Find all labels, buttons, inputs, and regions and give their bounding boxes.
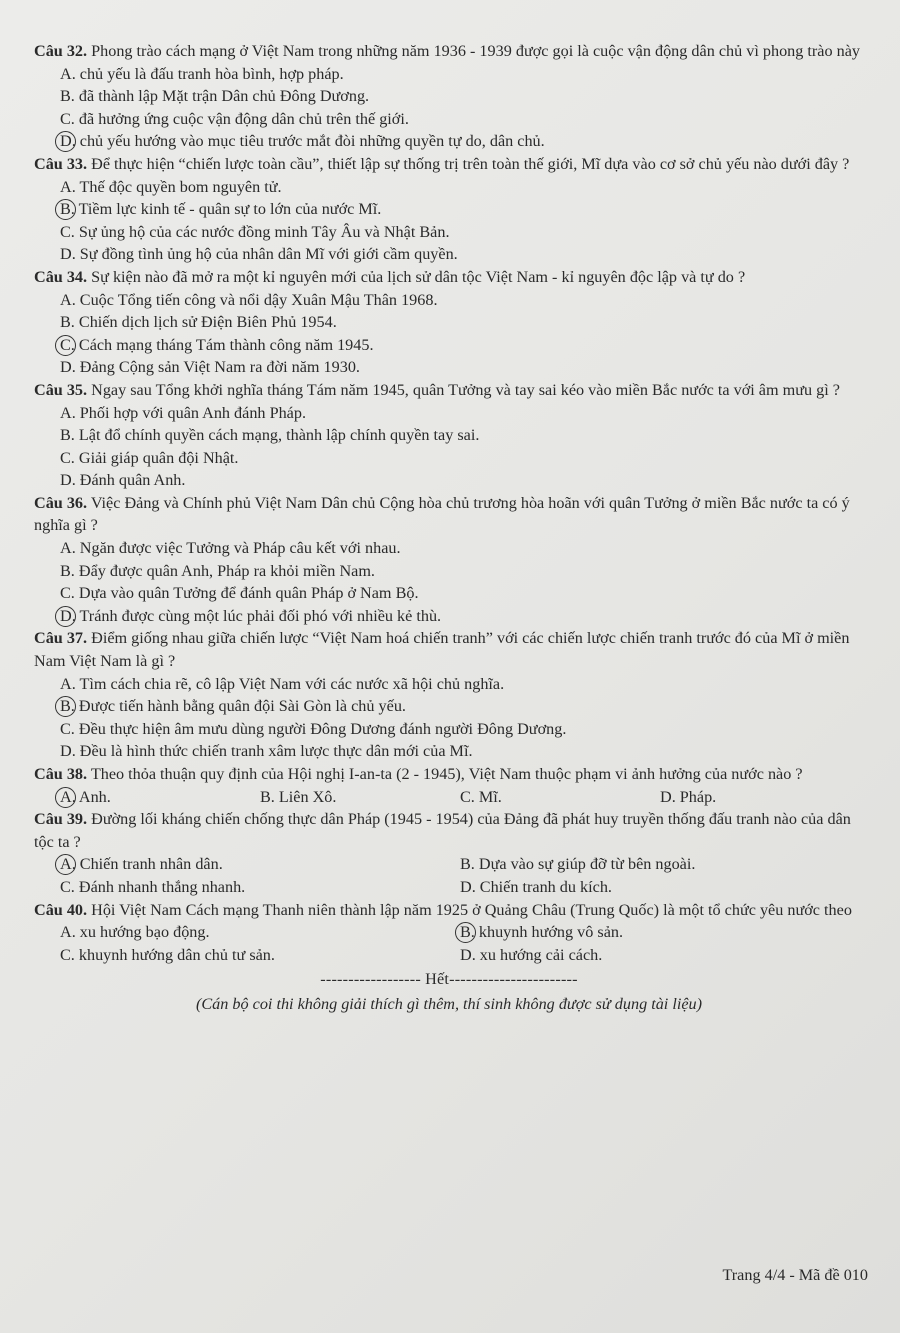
option-b: B. Dựa vào sự giúp đỡ từ bên ngoài. bbox=[460, 855, 696, 874]
option-c: C. Giải giáp quân đội Nhật. bbox=[60, 448, 239, 467]
option-a-circled: A. Anh. bbox=[60, 786, 260, 809]
option-b: B. Liên Xô. bbox=[260, 787, 337, 806]
option-b-circled: B. khuynh hướng vô sản. bbox=[460, 921, 860, 944]
option-b-circled: B. Được tiến hành bằng quân đội Sài Gòn là chủ yếu. bbox=[60, 695, 864, 718]
options-row bbox=[60, 876, 864, 899]
option-b: B. đã thành lập Mặt trận Dân chủ Đông Dương. bbox=[60, 87, 370, 106]
question-stem: Phong trào cách mạng ở Việt Nam trong những năm 1936 - 1939 được gọi là cuộc vận động dân chủ vì phong trào này bbox=[87, 42, 860, 60]
question-40 bbox=[34, 899, 864, 967]
question-stem: Để thực hiện “chiến lược toàn cầu”, thiết lập sự thống trị trên toàn thế giới, Mĩ dựa vào cơ sở chủ yếu nào dưới đây ? bbox=[87, 154, 850, 173]
option-a: A. Ngăn được việc Tưởng và Pháp câu kết với nhau. bbox=[60, 539, 401, 558]
question-32 bbox=[34, 40, 864, 153]
options-row bbox=[60, 944, 864, 967]
option-a: A. Thế độc quyền bom nguyên tử. bbox=[60, 177, 282, 196]
proctor-note: (Cán bộ coi thi không giải thích gì thêm, thí sinh không được sử dụng tài liệu) bbox=[195, 994, 703, 1013]
question-label: Câu 33. bbox=[34, 154, 88, 173]
question-37 bbox=[34, 627, 864, 763]
page-footer: Trang 4/4 - Mã đề 010 bbox=[722, 1266, 868, 1284]
question-stem: Điểm giống nhau giữa chiến lược “Việt Nam hoá chiến tranh” với các chiến lược chiến tranh trước đó của Mĩ ở miền Nam Việt Nam là gì ? bbox=[34, 629, 850, 671]
option-a-circled: A. Chiến tranh nhân dân. bbox=[60, 853, 460, 876]
question-label: Câu 36. bbox=[34, 493, 88, 512]
option-c: C. Đánh nhanh thắng nhanh. bbox=[60, 877, 246, 896]
question-label: Câu 37. bbox=[34, 629, 88, 648]
question-38 bbox=[34, 763, 864, 808]
option-d: D. Pháp. bbox=[660, 787, 717, 806]
option-d-circled: D. chủ yếu hướng vào mục tiêu trước mắt đòi những quyền tự do, dân chủ. bbox=[60, 130, 864, 153]
option-d: D. Đảng Cộng sản Việt Nam ra đời năm 1930. bbox=[60, 358, 360, 377]
option-c: C. Sự ủng hộ của các nước đồng minh Tây Âu và Nhật Bản. bbox=[60, 222, 450, 241]
option-b-circled: B. Tiềm lực kinh tế - quân sự to lớn của nước Mĩ. bbox=[60, 198, 864, 221]
option-b: B. Đẩy được quân Anh, Pháp ra khỏi miền Nam. bbox=[60, 561, 375, 580]
question-stem: Việc Đảng và Chính phủ Việt Nam Dân chủ Cộng hòa chủ trương hòa hoãn với quân Tưởng ở miền Bắc nước ta có ý nghĩa gì ? bbox=[34, 493, 850, 535]
option-c: C. Đều thực hiện âm mưu dùng người Đông Dương đánh người Đông Dương. bbox=[60, 719, 567, 738]
option-d: D. Đều là hình thức chiến tranh xâm lược thực dân mới của Mĩ. bbox=[60, 742, 473, 761]
end-marker: ------------------ Hết----------------------- bbox=[320, 970, 578, 989]
question-label: Câu 32. bbox=[34, 42, 88, 60]
option-d: D. Sự đồng tình ủng hộ của nhân dân Mĩ với giới cầm quyền. bbox=[60, 245, 458, 264]
option-c: C. khuynh hướng dân chủ tư sản. bbox=[60, 945, 275, 964]
question-34 bbox=[34, 266, 864, 379]
option-d: D. Chiến tranh du kích. bbox=[460, 877, 612, 896]
options-row bbox=[60, 921, 864, 944]
option-a: A. xu hướng bạo động. bbox=[60, 923, 210, 942]
option-d-circled: D. Tránh được cùng một lúc phải đối phó với nhiều kẻ thù. bbox=[60, 605, 864, 628]
option-c-circled: C. Cách mạng tháng Tám thành công năm 1945. bbox=[60, 334, 864, 357]
question-label: Câu 38. bbox=[34, 765, 88, 783]
option-c: C. đã hưởng ứng cuộc vận động dân chủ trên thế giới. bbox=[60, 109, 409, 128]
option-a: A. Cuộc Tổng tiến công và nổi dậy Xuân Mậu Thân 1968. bbox=[60, 290, 438, 309]
question-stem: Đường lối kháng chiến chống thực dân Pháp (1945 - 1954) của Đảng đã phát huy truyền thống đấu tranh nào của dân tộc ta ? bbox=[34, 810, 851, 851]
question-stem: Theo thỏa thuận quy định của Hội nghị I-an-ta (2 - 1945), Việt Nam thuộc phạm vi ảnh hưởng của nước nào ? bbox=[87, 765, 803, 783]
question-label: Câu 35. bbox=[34, 380, 88, 399]
option-c: C. Mĩ. bbox=[460, 787, 502, 806]
question-label: Câu 40. bbox=[34, 900, 88, 919]
option-d: D. Đánh quân Anh. bbox=[60, 471, 186, 490]
option-a: A. Tìm cách chia rẽ, cô lập Việt Nam với các nước xã hội chủ nghĩa. bbox=[60, 674, 505, 693]
question-stem: Ngay sau Tổng khởi nghĩa tháng Tám năm 1945, quân Tưởng và tay sai kéo vào miền Bắc nước ta với âm mưu gì ? bbox=[87, 380, 840, 399]
option-b: B. Chiến dịch lịch sử Điện Biên Phủ 1954. bbox=[60, 313, 337, 332]
options-row bbox=[60, 853, 864, 876]
option-c: C. Dựa vào quân Tưởng để đánh quân Pháp ở Nam Bộ. bbox=[60, 584, 419, 603]
option-a: A. chủ yếu là đấu tranh hòa bình, hợp pháp. bbox=[60, 64, 344, 83]
question-label: Câu 39. bbox=[34, 810, 88, 829]
question-36 bbox=[34, 492, 864, 628]
question-stem: Hội Việt Nam Cách mạng Thanh niên thành lập năm 1925 ở Quảng Châu (Trung Quốc) là một tổ chức yêu nước theo bbox=[87, 900, 852, 919]
option-b: B. Lật đổ chính quyền cách mạng, thành lập chính quyền tay sai. bbox=[60, 426, 480, 445]
question-label: Câu 34. bbox=[34, 267, 88, 286]
question-stem: Sự kiện nào đã mở ra một kỉ nguyên mới của lịch sử dân tộc Việt Nam - kỉ nguyên độc lập và tự do ? bbox=[87, 267, 746, 286]
question-35 bbox=[34, 379, 864, 492]
option-a: A. Phối hợp với quân Anh đánh Pháp. bbox=[60, 403, 306, 422]
question-33 bbox=[34, 153, 864, 266]
options-row bbox=[60, 786, 864, 809]
exam-content bbox=[34, 40, 864, 1016]
question-39 bbox=[34, 808, 864, 898]
option-d: D. xu hướng cải cách. bbox=[460, 945, 603, 964]
